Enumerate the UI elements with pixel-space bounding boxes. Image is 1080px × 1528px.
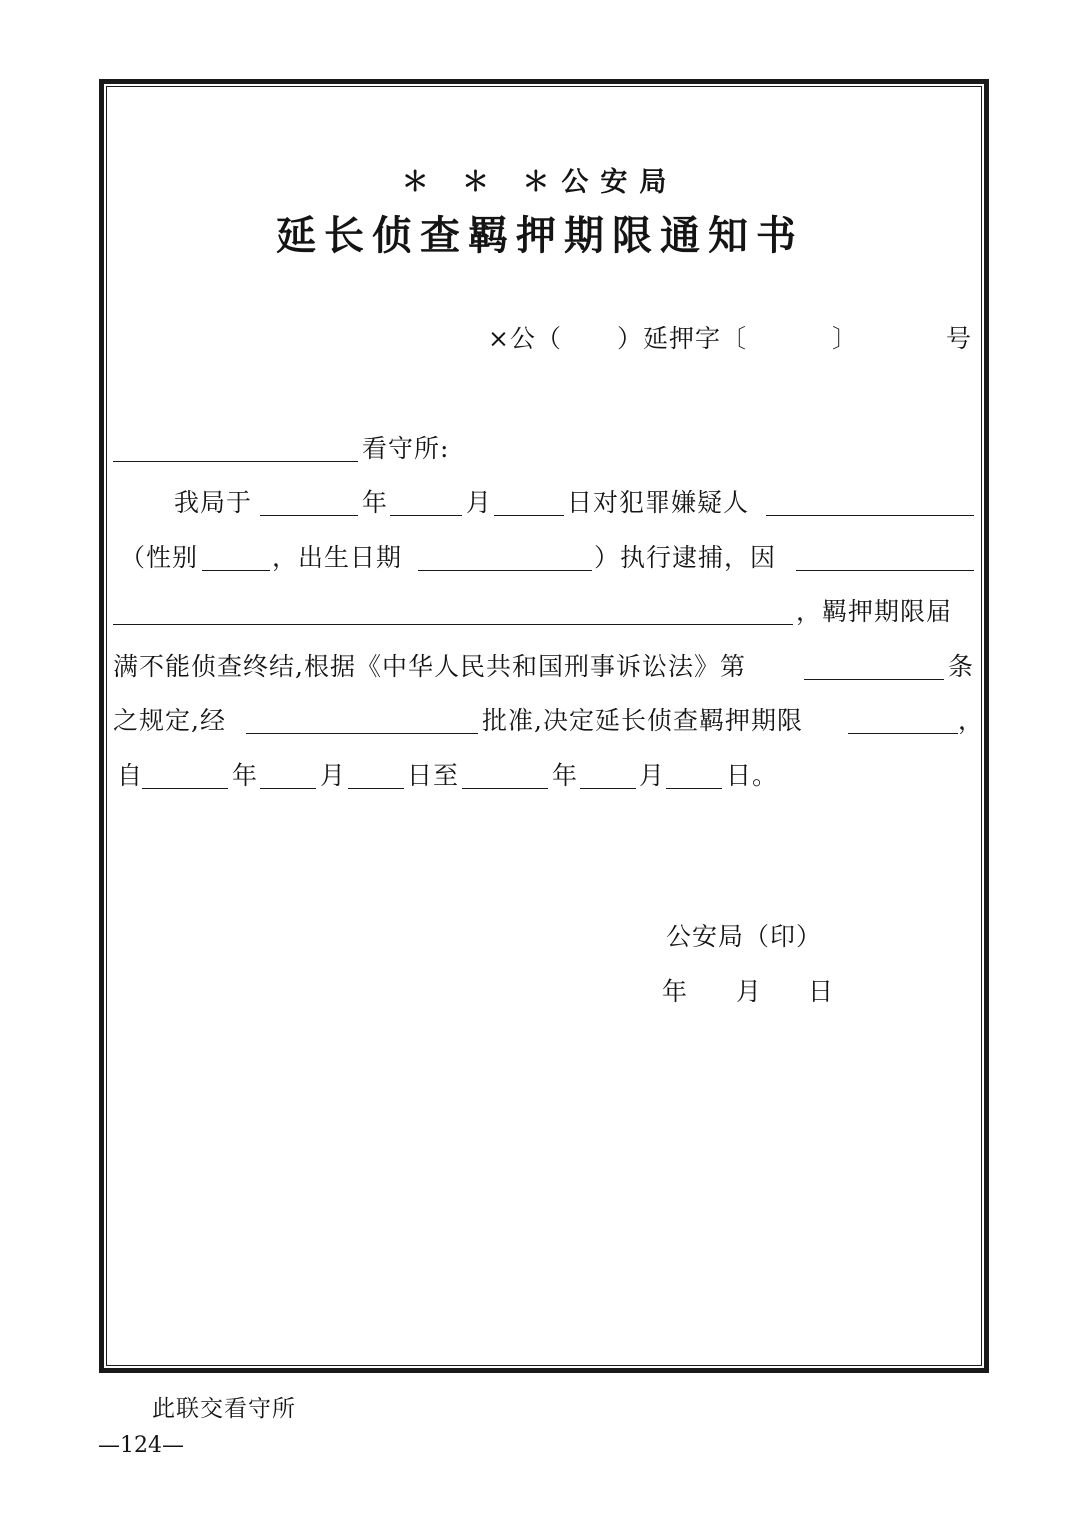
sign-date-year: 年: [662, 977, 689, 1006]
article-number-blank[interactable]: [804, 679, 944, 680]
body-text: 我局于: [174, 488, 253, 517]
start-month-blank[interactable]: [260, 788, 316, 789]
start-day-blank[interactable]: [348, 788, 404, 789]
copy-note: 此联交看守所: [152, 1396, 296, 1422]
doc-number-prefix: ×公（: [488, 324, 562, 353]
body-text: 日至: [407, 761, 460, 790]
body-text: ，羁押期限届: [796, 597, 953, 626]
issuer-name: ＊ ＊ ＊公安局: [401, 167, 679, 198]
end-year-blank[interactable]: [462, 788, 548, 789]
body-text: ，: [958, 706, 985, 735]
arrest-day-blank[interactable]: [494, 515, 564, 516]
body-text: 年: [362, 488, 389, 517]
detention-center-blank[interactable]: [113, 461, 358, 462]
body-text: 日对犯罪嫌疑人: [567, 488, 750, 517]
doc-number-close: 〕: [832, 324, 859, 353]
gender-blank[interactable]: [202, 570, 270, 571]
page-number: —124—: [98, 1433, 184, 1458]
body-text: ，出生日期: [272, 543, 403, 572]
body-text: （性别: [120, 543, 199, 572]
reason-blank[interactable]: [796, 570, 974, 571]
body-text: 自: [117, 761, 144, 790]
end-month-blank[interactable]: [580, 788, 636, 789]
approver-blank[interactable]: [246, 733, 478, 734]
birth-date-blank[interactable]: [418, 570, 592, 571]
start-year-blank[interactable]: [142, 788, 228, 789]
body-text: 月: [320, 761, 347, 790]
document-title: 延长侦查羁押期限通知书: [276, 212, 804, 259]
body-text: ）执行逮捕，因: [594, 543, 777, 572]
body-text: 满不能侦查终结,根据《中华人民共和国刑事诉讼法》第: [113, 652, 746, 681]
arrest-year-blank[interactable]: [260, 515, 358, 516]
reason-continued-blank[interactable]: [113, 624, 793, 625]
seal-label: 公安局（印）: [666, 922, 823, 951]
arrest-month-blank[interactable]: [390, 515, 462, 516]
suspect-name-blank[interactable]: [766, 515, 974, 516]
body-text: 月: [639, 761, 666, 790]
sign-date-month: 月: [736, 977, 763, 1006]
addressee-label: 看守所:: [362, 434, 450, 463]
body-text: 条: [948, 652, 975, 681]
doc-number-suffix: 号: [946, 324, 973, 353]
doc-number-mid: ）延押字〔: [617, 324, 748, 353]
body-text: 年: [552, 761, 579, 790]
body-text: 月: [466, 488, 493, 517]
end-day-blank[interactable]: [666, 788, 722, 789]
body-text: 年: [232, 761, 259, 790]
sign-date-day: 日: [808, 977, 835, 1006]
body-text: 之规定,经: [113, 706, 226, 735]
body-text: 日。: [726, 761, 779, 790]
extension-period-blank[interactable]: [848, 733, 958, 734]
body-text: 批准,决定延长侦查羁押期限: [482, 706, 803, 735]
